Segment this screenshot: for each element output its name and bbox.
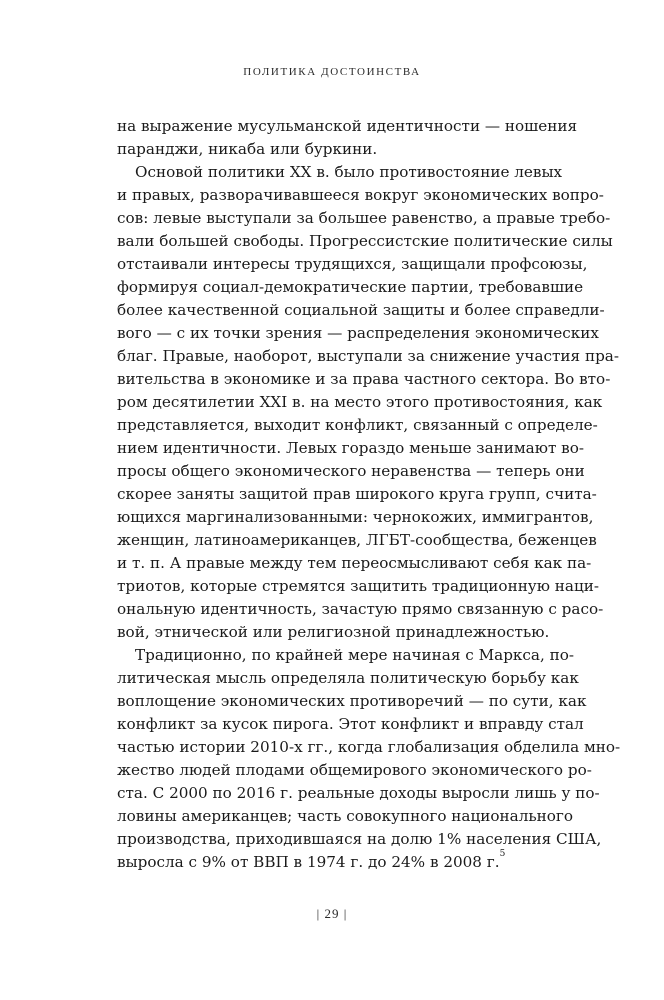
body-text [117,115,621,874]
text-line: нием идентичности. Левых гораздо меньше занимают во- [117,439,585,457]
text-line: формируя социал-демократические партии, требовавшие [117,278,584,296]
text-line: более качественной социальной защиты и более справедли- [117,301,605,319]
text-line: ональную идентичность, зачастую прямо связанную с расо- [117,600,604,618]
text-line: конфликт за кусок пирога. Этот конфликт и вправду стал [117,715,584,733]
text-line: Основой политики XX в. было противостояние левых [135,163,563,181]
text-line: на выражение мусульманской идентичности — ношения [117,117,578,135]
paragraph [117,644,621,874]
text-line: паранджи, никаба или буркини. [117,140,378,158]
text-line: просы общего экономического неравенства — теперь они [117,462,585,480]
text-line: ста. С 2000 по 2016 г. реальные доходы выросли лишь у по- [117,784,600,802]
text-line: ловины американцев; часть совокупного национального [117,807,573,825]
text-line: представляется, выходит конфликт, связанный с определе- [117,416,598,434]
text-line: частью истории 2010-х гг., когда глобализация обделила мно- [117,738,621,756]
text-line: вого — с их точки зрения — распределения экономических [117,324,599,342]
text-line: сов: левые выступали за большее равенство, а правые требо- [117,209,611,227]
text-line: вали большей свободы. Прогрессистские политические силы [117,232,613,250]
running-head: ПОЛИТИКА ДОСТОИНСТВА [243,66,421,78]
paragraph [117,161,619,644]
text-line: и т. п. А правые между тем переосмысливают себя как па- [117,554,592,572]
text-line: производства, приходившаяся на долю 1% населения США, [117,830,602,848]
text-line: выросла с 9% от ВВП в 1974 г. до 24% в 2008 г.$^5$ [117,848,506,871]
text-line: женщин, латиноамериканцев, ЛГБТ-сообщества, беженцев [117,531,597,549]
text-line: воплощение экономических противоречий — по сути, как [117,692,587,710]
text-line: благ. Правые, наоборот, выступали за снижение участия пра- [117,347,619,365]
paragraph [117,115,578,161]
page-number: | 29 | [316,906,348,921]
text-line: ющихся маргинализованными: чернокожих, иммигрантов, [117,508,594,526]
text-line: Традиционно, по крайней мере начиная с Маркса, по- [135,646,575,664]
text-line: вительства в экономике и за права частного сектора. Во вто- [117,370,611,388]
text-line: и правых, разворачивавшееся вокруг экономических вопро- [117,186,604,204]
text-line: вой, этнической или религиозной принадлежностью. [117,623,550,641]
text-line: скорее заняты защитой прав широкого круга групп, счита- [117,485,597,503]
text-line: триотов, которые стремятся защитить традиционную наци- [117,577,599,595]
text-line: жество людей плодами общемирового экономического ро- [117,761,592,779]
text-line: отстаивали интересы трудящихся, защищали профсоюзы, [117,255,588,273]
text-line: ром десятилетии XXI в. на место этого противостояния, как [117,393,603,411]
footnote-marker[interactable]: 5 [499,848,506,859]
text-line: литическая мысль определяла политическую борьбу как [117,669,579,687]
